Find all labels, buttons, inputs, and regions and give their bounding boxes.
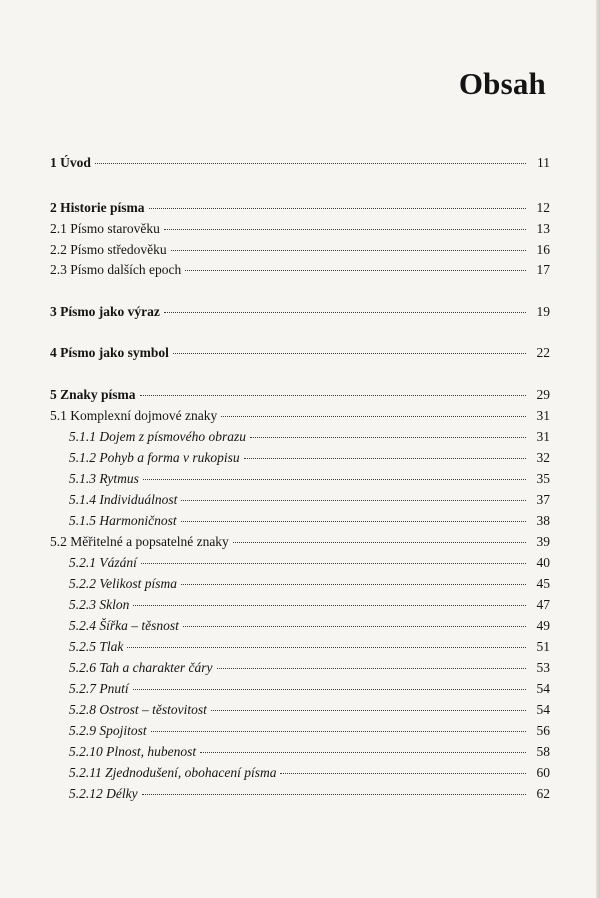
toc-entry-label: 5.2.8 Ostrost – těstovitost — [69, 702, 207, 717]
toc-entry-label: 5.1.5 Harmoničnost — [69, 513, 177, 528]
toc-entry-label: 5.2.7 Pnutí — [69, 681, 129, 696]
toc-entry-page: 54 — [536, 681, 550, 696]
dot-leader — [181, 584, 526, 585]
dot-leader — [143, 479, 526, 480]
toc-entry-page: 22 — [536, 345, 550, 360]
toc-entry-label: 2 Historie písma — [50, 200, 145, 215]
table-of-contents — [50, 0, 550, 898]
toc-entry-label: 5.1.3 Rytmus — [69, 471, 139, 486]
dot-leader — [181, 500, 526, 501]
toc-entry-label: 5.2.12 Délky — [69, 786, 138, 801]
toc-entry-label: 5.2.11 Zjednodušení, obohacení písma — [69, 765, 277, 780]
toc-entry-label: 5.1.2 Pohyb a forma v rukopisu — [69, 450, 240, 465]
dot-leader — [200, 752, 526, 753]
toc-entry — [50, 427, 550, 447]
toc-entry-page: 60 — [536, 765, 550, 780]
toc-entry — [50, 679, 550, 699]
toc-entry — [50, 532, 550, 552]
toc-entry-label: 5.2.3 Sklon — [69, 597, 130, 612]
dot-leader — [181, 521, 526, 522]
toc-entry-page: 49 — [536, 618, 550, 633]
toc-entry-page: 39 — [536, 534, 550, 549]
toc-entry — [50, 406, 550, 426]
toc-entry-page: 16 — [536, 242, 550, 257]
toc-entry-label: 5.2.1 Vázání — [69, 555, 137, 570]
toc-entry-label: 5.1.1 Dojem z písmového obrazu — [69, 429, 246, 444]
toc-entry-label: 5.2 Měřitelné a popsatelné znaky — [50, 534, 229, 549]
toc-entry — [50, 616, 550, 636]
dot-leader — [250, 437, 526, 438]
toc-entry — [50, 784, 550, 804]
toc-entry-label: 5.2.6 Tah a charakter čáry — [69, 660, 213, 675]
dot-leader — [149, 208, 527, 209]
toc-entry — [50, 448, 550, 468]
toc-entry — [50, 511, 550, 531]
toc-entry — [50, 637, 550, 657]
dot-leader — [151, 731, 526, 732]
toc-entry-page: 38 — [536, 513, 550, 528]
toc-entry-page: 56 — [536, 723, 550, 738]
dot-leader — [211, 710, 526, 711]
toc-entry-page: 31 — [536, 429, 550, 444]
toc-entry — [50, 721, 550, 741]
dot-leader — [95, 163, 526, 164]
dot-leader — [127, 647, 526, 648]
toc-entry — [50, 595, 550, 615]
toc-entry-label: 5.2.2 Velikost písma — [69, 576, 177, 591]
toc-entry-page: 17 — [536, 262, 550, 277]
toc-entry — [50, 198, 550, 218]
toc-entry-label: 5.2.10 Plnost, hubenost — [69, 744, 197, 759]
page-edge — [596, 0, 600, 898]
toc-entry-page: 29 — [536, 387, 550, 402]
dot-leader — [164, 312, 526, 313]
toc-entry-label: 5 Znaky písma — [50, 387, 136, 402]
toc-entry — [50, 700, 550, 720]
toc-entry-page: 32 — [536, 450, 550, 465]
toc-entry-page: 31 — [536, 408, 550, 423]
toc-entry — [50, 658, 550, 678]
dot-leader — [141, 563, 526, 564]
dot-leader — [133, 605, 526, 606]
toc-entry-label: 5.2.9 Spojitost — [69, 723, 147, 738]
dot-leader — [185, 270, 526, 271]
dot-leader — [173, 353, 526, 354]
page-title: Obsah — [458, 66, 546, 101]
toc-entry-page: 54 — [536, 702, 550, 717]
toc-entry-page: 35 — [536, 471, 550, 486]
toc-entry — [50, 469, 550, 489]
toc-entry-page: 45 — [536, 576, 550, 591]
dot-leader — [140, 395, 526, 396]
toc-entry-label: 5.1.4 Individuálnost — [69, 492, 178, 507]
dot-leader — [217, 668, 527, 669]
toc-entry — [50, 153, 550, 173]
toc-entry-page: 62 — [536, 786, 550, 801]
toc-entry — [50, 385, 550, 405]
toc-entry-page: 11 — [537, 155, 550, 170]
toc-entry-label: 3 Písmo jako výraz — [50, 304, 160, 319]
toc-entry-label: 2.3 Písmo dalších epoch — [50, 262, 182, 277]
dot-leader — [280, 773, 526, 774]
toc-entry-label: 5.1 Komplexní dojmové znaky — [50, 408, 218, 423]
dot-leader — [142, 794, 526, 795]
toc-entry-page: 58 — [536, 744, 550, 759]
toc-entry-page: 19 — [536, 304, 550, 319]
toc-entry-label: 2.1 Písmo starověku — [50, 221, 160, 236]
dot-leader — [164, 229, 526, 230]
toc-entry — [50, 763, 550, 783]
toc-entry-page: 51 — [536, 639, 550, 654]
dot-leader — [244, 458, 526, 459]
toc-entry — [50, 240, 550, 260]
dot-leader — [133, 689, 526, 690]
toc-entry-label: 5.2.4 Šířka – těsnost — [69, 618, 179, 633]
dot-leader — [183, 626, 526, 627]
toc-entry — [50, 490, 550, 510]
dot-leader — [233, 542, 526, 543]
dot-leader — [171, 250, 526, 251]
toc-entry — [50, 219, 550, 239]
toc-entry-label: 4 Písmo jako symbol — [50, 345, 169, 360]
toc-entry-page: 37 — [536, 492, 550, 507]
toc-entry-label: 5.2.5 Tlak — [69, 639, 124, 654]
toc-entry-page: 47 — [536, 597, 550, 612]
toc-entry-page: 13 — [536, 221, 550, 236]
toc-entry — [50, 343, 550, 363]
toc-entry — [50, 742, 550, 762]
toc-entry-page: 53 — [536, 660, 550, 675]
toc-entry-page: 12 — [536, 200, 550, 215]
toc-entry-page: 40 — [536, 555, 550, 570]
toc-entry — [50, 553, 550, 573]
toc-entry-label: 2.2 Písmo středověku — [50, 242, 167, 257]
dot-leader — [221, 416, 526, 417]
toc-entry-label: 1 Úvod — [50, 155, 91, 170]
toc-entry — [50, 302, 550, 322]
toc-entry — [50, 574, 550, 594]
toc-entry — [50, 260, 550, 280]
